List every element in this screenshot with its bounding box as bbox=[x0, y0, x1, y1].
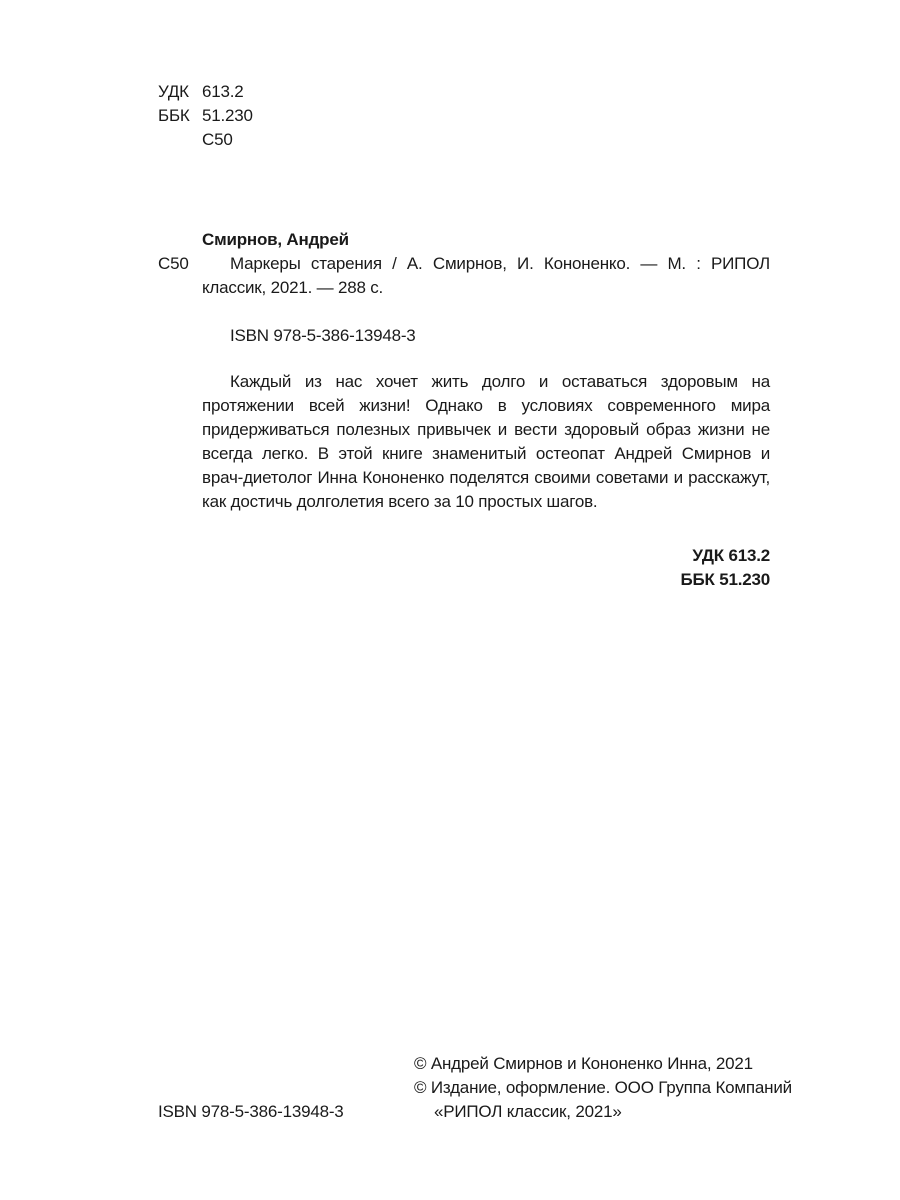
author-heading: Смирнов, Андрей bbox=[202, 230, 349, 249]
footer-isbn: ISBN 978-5-386-13948-3 bbox=[158, 1102, 344, 1121]
copyright-block bbox=[414, 1052, 792, 1124]
author-mark-row bbox=[158, 128, 253, 152]
abstract-paragraph: Каждый из нас хочет жить долго и оставаться здоровым на протяжении всей жизни! Однако в условиях современного мира придерживаться полезных привычек и вести здоровый образ жизни не всегда легко. В этой книге знаменитый остеопат Андрей Смирнов и врач-диетолог Инна Кононенко поделятся своими советами и расскажут, как достичь долголетия всего за 10 простых шагов. bbox=[202, 372, 770, 511]
bbk-value: 51.230 bbox=[202, 106, 253, 125]
copyright-authors: © Андрей Смирнов и Кононенко Инна, 2021 bbox=[414, 1054, 753, 1073]
copyright-publisher-line2: «РИПОЛ классик, 2021» bbox=[434, 1102, 622, 1121]
udk-label: УДК bbox=[158, 82, 189, 101]
catalog-isbn: ISBN 978-5-386-13948-3 bbox=[230, 326, 416, 345]
udk-row bbox=[158, 80, 253, 104]
classification-block-right bbox=[680, 544, 770, 592]
bbk-label: ББК bbox=[158, 106, 190, 125]
udk-value: 613.2 bbox=[202, 82, 244, 101]
udk-right: УДК 613.2 bbox=[692, 546, 770, 565]
entry-code: С50 bbox=[158, 254, 189, 273]
classification-block-top bbox=[158, 80, 253, 152]
catalog-card bbox=[158, 228, 770, 514]
copyright-publisher-line1: © Издание, оформление. ООО Группа Компаний bbox=[414, 1078, 792, 1097]
bbk-row bbox=[158, 104, 253, 128]
bibliographic-entry bbox=[158, 252, 770, 300]
author-mark: С50 bbox=[202, 130, 233, 149]
bbk-right: ББК 51.230 bbox=[680, 570, 770, 589]
entry-text: Маркеры старения / А. Смирнов, И. Кононенко. — М. : РИПОЛ классик, 2021. — 288 с. bbox=[202, 254, 770, 297]
